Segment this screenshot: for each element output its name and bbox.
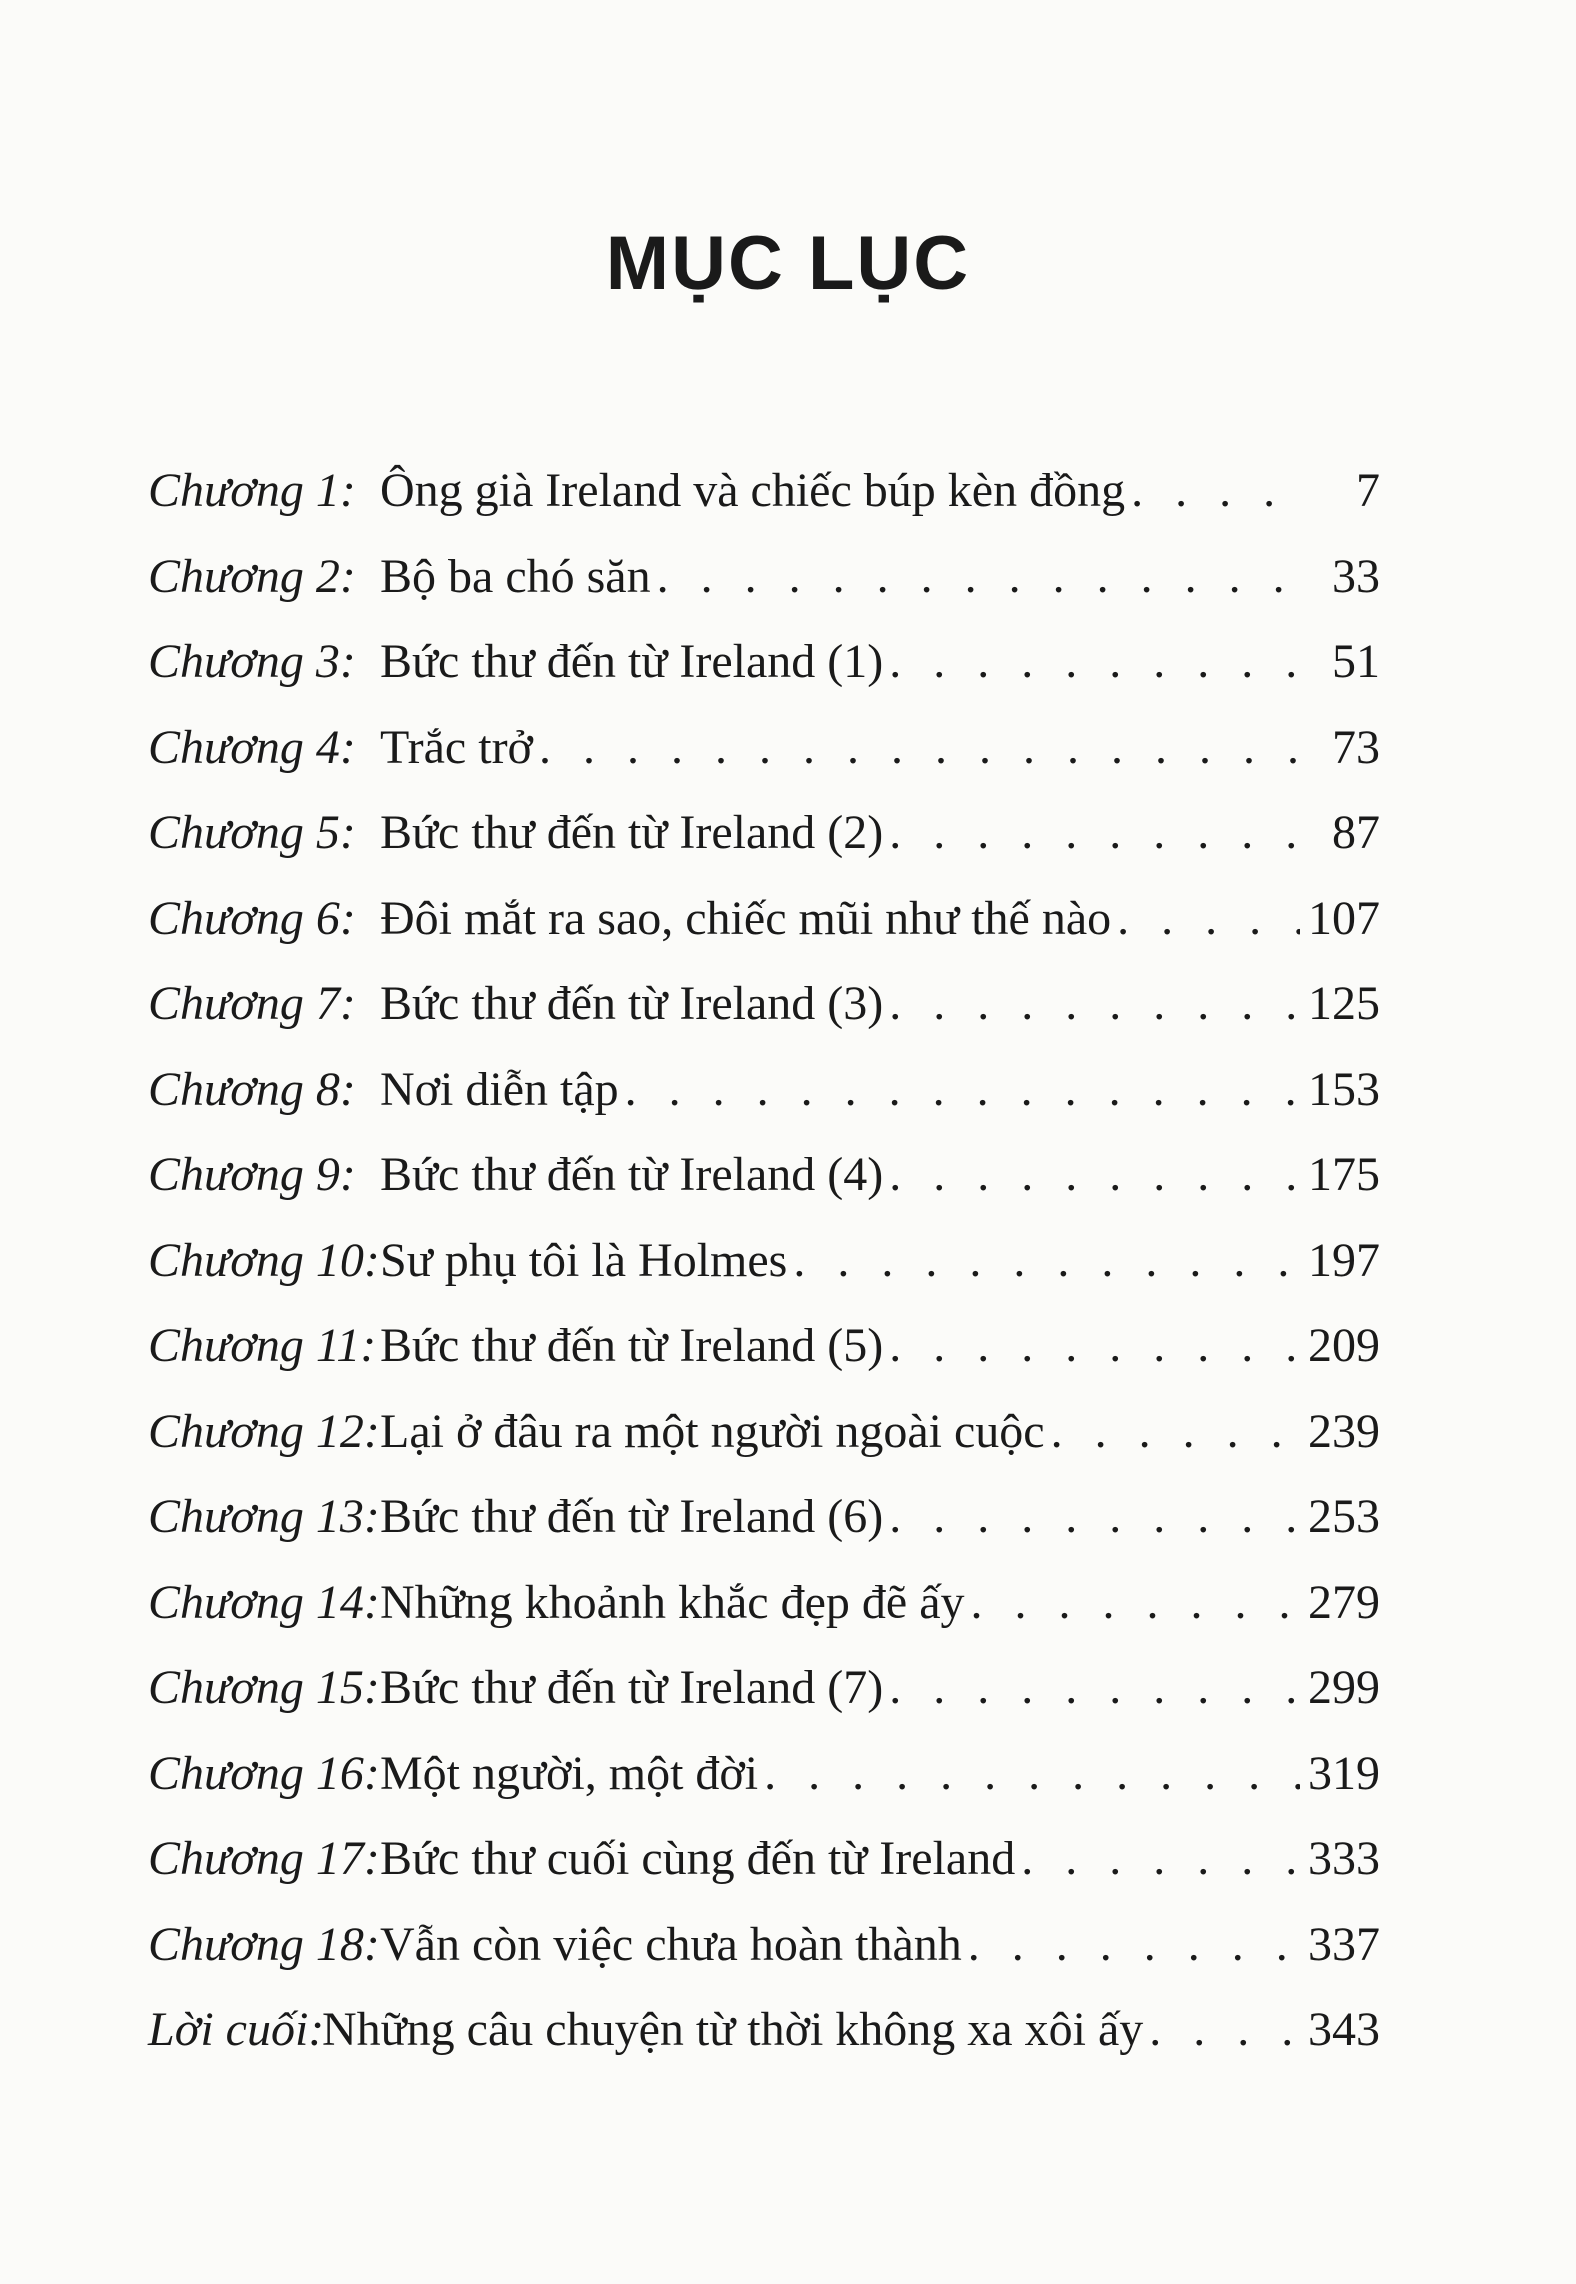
chapter-title: Bức thư cuối cùng đến từ Ireland [380,1832,1016,1885]
dot-leader [883,1132,1300,1218]
toc-entry [148,1047,1380,1133]
chapter-label: Chương 10: [148,1233,380,1287]
chapter-title: Nơi diễn tập [380,1062,619,1116]
page-number: 299 [1308,1661,1380,1714]
dot-leader [883,790,1300,876]
chapter-label: Chương 9: [148,1148,356,1201]
chapter-title: Bức thư đến từ Ireland (1) [380,635,884,688]
chapter-label: Chương 14: [148,1575,380,1629]
page-number: 33 [1332,549,1380,603]
chapter-label: Chương 1: [148,464,356,517]
toc-entry [148,790,1380,876]
toc-entry [148,1902,1380,1988]
page-number: 239 [1308,1404,1380,1458]
chapter-label: Chương 15: [148,1661,380,1714]
chapter-label: Chương 2: [148,549,356,603]
chapter-title: Những khoảnh khắc đẹp đẽ ấy [380,1575,965,1629]
toc-entry [148,1560,1380,1646]
page-number: 125 [1308,977,1380,1030]
chapter-label: Chương 7: [148,977,356,1030]
toc-entry [148,961,1380,1047]
chapter-title: Lại ở đâu ra một người ngoài cuộc [380,1404,1045,1458]
chapter-title: Bức thư đến từ Ireland (2) [380,806,884,859]
page-number: 209 [1308,1319,1380,1372]
toc-entry [148,1474,1380,1560]
chapter-title: Bức thư đến từ Ireland (6) [380,1490,884,1543]
page-number: 279 [1308,1575,1380,1629]
dot-leader [883,1303,1300,1389]
dot-leader [758,1731,1300,1817]
page-number: 319 [1308,1746,1380,1800]
toc-entry [148,1987,1380,2073]
toc-entry [148,448,1380,534]
toc-entry [148,1218,1380,1304]
chapter-label: Chương 12: [148,1404,380,1458]
dot-leader [883,1645,1300,1731]
toc-entry [148,619,1380,705]
page-number: 73 [1332,720,1380,774]
dot-leader [883,961,1300,1047]
toc-entry [148,1303,1380,1389]
chapter-title: Sư phụ tôi là Holmes [380,1233,788,1287]
chapter-label: Chương 13: [148,1490,380,1543]
page-number: 175 [1308,1148,1380,1201]
chapter-label: Chương 16: [148,1746,380,1800]
page-number: 87 [1332,806,1380,859]
chapter-label: Chương 4: [148,720,356,774]
dot-leader [883,619,1300,705]
chapter-title: Vẫn còn việc chưa hoàn thành [380,1917,962,1971]
toc-entry [148,705,1380,791]
dot-leader [1045,1389,1300,1475]
page-number: 7 [1356,464,1380,517]
toc-entry [148,1816,1380,1902]
chapter-title: Bức thư đến từ Ireland (4) [380,1148,884,1201]
dot-leader [883,1474,1300,1560]
chapter-title: Một người, một đời [380,1746,759,1800]
dot-leader [965,1560,1300,1646]
chapter-label: Chương 11: [148,1319,377,1372]
chapter-title: Bộ ba chó săn [380,549,651,603]
page-number: 197 [1308,1233,1380,1287]
chapter-label: Chương 17: [148,1832,380,1885]
page-number: 51 [1332,635,1380,688]
chapter-title: Những câu chuyện từ thời không xa xôi ấy [322,2003,1144,2056]
chapter-title: Bức thư đến từ Ireland (7) [380,1661,884,1714]
chapter-label: Chương 6: [148,891,356,945]
dot-leader [1111,876,1300,962]
dot-leader [651,534,1300,620]
dot-leader [619,1047,1300,1133]
toc-entry [148,1731,1380,1817]
chapter-label: Lời cuối: [148,2003,325,2056]
table-of-contents [148,448,1380,2073]
toc-entry [148,876,1380,962]
toc-entry [148,1389,1380,1475]
dot-leader [1015,1816,1300,1902]
chapter-title: Ông già Ireland và chiếc búp kèn đồng [380,464,1126,517]
dot-leader [787,1218,1300,1304]
page-number: 337 [1308,1917,1380,1971]
dot-leader [1143,1987,1300,2073]
chapter-title: Bức thư đến từ Ireland (5) [380,1319,884,1372]
chapter-label: Chương 8: [148,1062,356,1116]
chapter-title: Bức thư đến từ Ireland (3) [380,977,884,1030]
dot-leader [962,1902,1300,1988]
page-title: MỤC LỤC [605,221,971,306]
page-number: 153 [1308,1062,1380,1116]
chapter-label: Chương 5: [148,806,356,859]
chapter-label: Chương 18: [148,1917,380,1971]
toc-entry [148,1132,1380,1218]
page-number: 333 [1308,1832,1380,1885]
page-number: 253 [1308,1490,1380,1543]
page-number: 107 [1308,891,1380,945]
toc-entry [148,1645,1380,1731]
chapter-title: Đôi mắt ra sao, chiếc mũi như thế nào [380,891,1112,945]
chapter-label: Chương 3: [148,635,356,688]
page-number: 343 [1308,2003,1380,2056]
dot-leader [533,705,1300,791]
dot-leader [1125,448,1300,534]
chapter-title: Trắc trở [380,720,533,774]
toc-entry [148,534,1380,620]
